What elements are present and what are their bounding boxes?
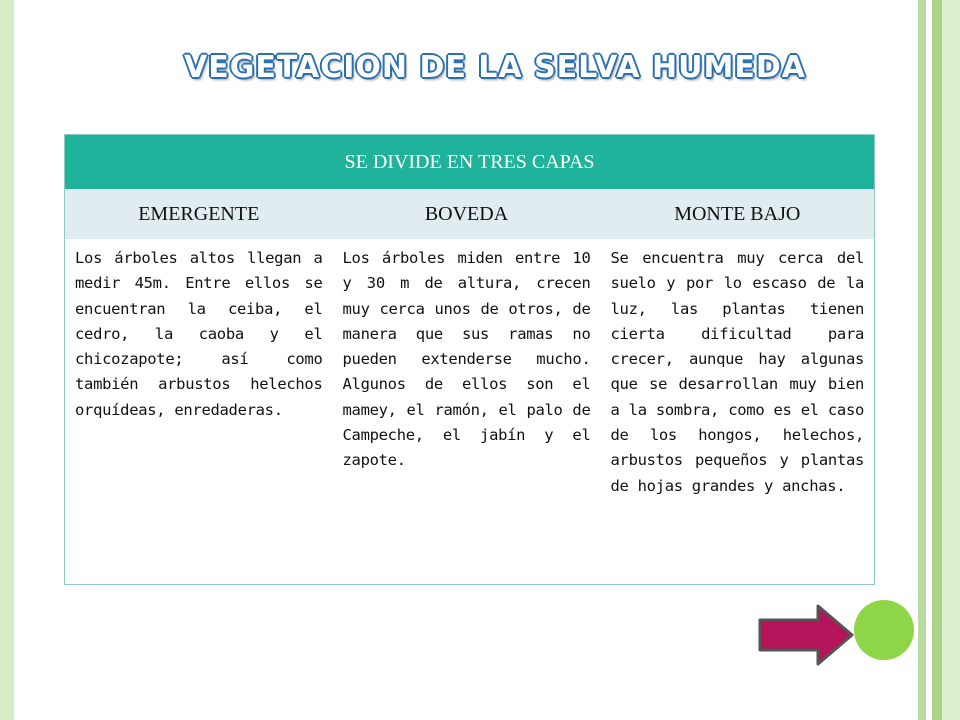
description-emergente: Los árboles altos llegan a medir 45m. Entre ellos se encuentran la ceiba, el cedro, la caoba y el chicozapote; así como también arbustos helechos orquídeas, enredaderas. bbox=[75, 249, 323, 419]
left-border-decoration bbox=[0, 0, 14, 720]
green-circle-decoration bbox=[854, 600, 914, 660]
column-header-boveda: BOVEDA bbox=[333, 189, 601, 239]
table-header: SE DIVIDE EN TRES CAPAS bbox=[65, 135, 875, 190]
column-header-emergente: EMERGENTE bbox=[65, 189, 333, 239]
description-monte-bajo: Se encuentra muy cerca del suelo y por lo escaso de la luz, las plantas tienen cierta dificultad para crecer, aunque hay algunas que se desarrollan muy bien a la sombra, como es el caso de los hongos, helechos, arbustos pequeños y plantas de hojas grandes y anchas. bbox=[610, 249, 865, 495]
right-border-decoration bbox=[916, 0, 960, 720]
column-header-row bbox=[65, 189, 875, 239]
layers-table bbox=[64, 134, 875, 585]
table-header-row bbox=[65, 135, 875, 190]
column-header-monte-bajo: MONTE BAJO bbox=[601, 189, 875, 239]
table-row bbox=[65, 239, 875, 585]
slide-title: VEGETACION DE LA SELVA HUMEDA bbox=[184, 50, 806, 85]
description-boveda: Los árboles miden entre 10 y 30 m de altura, crecen muy cerca unos de otros, de manera que sus ramas no pueden extenderse mucho. Algunos de ellos son el mamey, el ramón, el palo de Campeche, el jabín y el zapote. bbox=[342, 249, 591, 470]
right-arrow-icon[interactable] bbox=[758, 604, 854, 666]
